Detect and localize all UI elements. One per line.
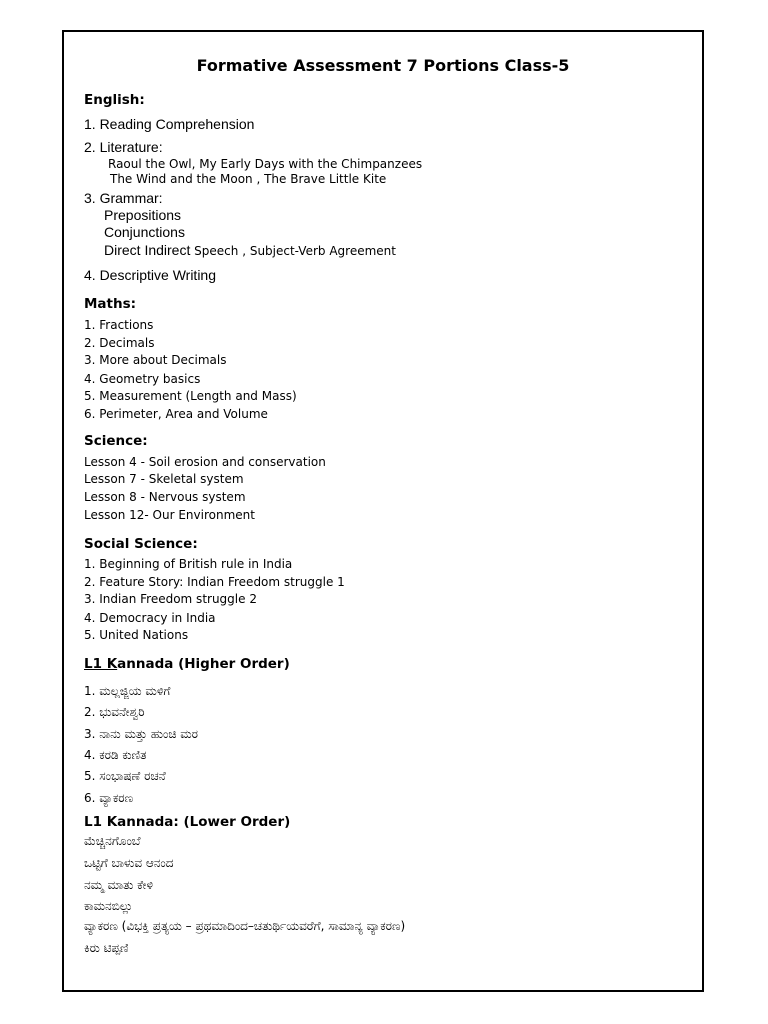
- maths-item: 2. Decimals: [84, 336, 155, 350]
- literature-line-1: Raoul the Owl, My Early Days with the Chimpanzees: [108, 157, 423, 171]
- social-science-item: 4. Democracy in India: [84, 611, 216, 625]
- document-page: [62, 30, 704, 992]
- social-science-item: 1. Beginning of British rule in India: [84, 557, 293, 571]
- kannada-higher-item: 3. ನಾನು ಮತ್ತು ಹುಂಚಿ ಮರ: [84, 727, 198, 741]
- kannada-higher-heading-rest: annada (Higher Order): [117, 656, 290, 672]
- literature-line-2: The Wind and the Moon , The Brave Little Kite: [110, 172, 387, 186]
- kannada-higher-heading-underlined: L1 K: [84, 656, 118, 672]
- science-heading: Science:: [84, 433, 148, 449]
- social-science-item: 2. Feature Story: Indian Freedom struggle 1: [84, 575, 345, 589]
- kannada-lower-item: ನಮ್ಮ ಮಾತು ಕೇಳಿ: [84, 878, 154, 892]
- page-title: Formative Assessment 7 Portions Class-5: [196, 56, 570, 75]
- grammar-direct-indirect: [104, 242, 396, 258]
- social-science-item: 5. United Nations: [84, 628, 189, 642]
- english-item-4: 4. Descriptive Writing: [84, 267, 217, 283]
- science-item: Lesson 7 - Skeletal system: [84, 472, 244, 486]
- kannada-higher-item: 2. ಭುವನೇಶ್ವರಿ: [84, 705, 145, 719]
- english-item-1: 1. Reading Comprehension: [84, 116, 255, 132]
- kannada-higher-heading: [84, 658, 290, 672]
- grammar-direct-indirect-a: Direct Indirect: [104, 242, 191, 258]
- grammar-direct-indirect-b: Speech , Subject-Verb Agreement: [190, 244, 396, 258]
- kannada-lower-heading: L1 Kannada: (Lower Order): [84, 814, 291, 830]
- kannada-higher-item: 4. ಕರಡಿ ಕುಣಿತ: [84, 748, 147, 762]
- grammar-conjunctions: Conjunctions: [104, 224, 185, 240]
- maths-item: 3. More about Decimals: [84, 353, 227, 367]
- social-science-heading: Social Science:: [84, 536, 198, 552]
- kannada-higher-item: 5. ಸಂಭಾಷಣೆ ರಚನೆ: [84, 769, 166, 783]
- kannada-lower-item: ಮೆಚ್ಚಿನಗೊಂಬೆ: [84, 834, 141, 848]
- maths-item: 4. Geometry basics: [84, 372, 201, 386]
- kannada-lower-item: ವ್ಯಾಕರಣ (ವಿಭಕ್ತಿ ಪ್ರತ್ಯಯ – ಪ್ರಥಮಾದಿಂದ–ಚತುರ್ಥಿಯವರೆಗೆ, ಸಾಮಾನ್ಯ ವ್ಯಾಕರಣ): [84, 919, 406, 933]
- science-item: Lesson 4 - Soil erosion and conservation: [84, 455, 326, 469]
- social-science-item: 3. Indian Freedom struggle 2: [84, 592, 257, 606]
- english-heading: English:: [84, 92, 145, 108]
- grammar-prepositions: Prepositions: [104, 207, 182, 223]
- science-item: Lesson 12- Our Environment: [84, 508, 255, 522]
- kannada-lower-item: ಕಿರು ಟಿಪ್ಪಣಿ: [84, 941, 129, 955]
- science-item: Lesson 8 - Nervous system: [84, 490, 246, 504]
- english-item-3: 3. Grammar:: [84, 190, 163, 206]
- maths-item: 6. Perimeter, Area and Volume: [84, 407, 268, 421]
- maths-item: 5. Measurement (Length and Mass): [84, 389, 297, 403]
- kannada-higher-item: 6. ವ್ಯಾಕರಣ: [84, 791, 134, 805]
- kannada-lower-item: ಕಾಮನಬಿಲ್ಲು: [84, 899, 133, 913]
- kannada-higher-item: 1. ಮಲ್ಲಜ್ಜಿಯ ಮಳಿಗೆ: [84, 684, 171, 698]
- maths-item: 1. Fractions: [84, 318, 154, 332]
- english-item-2: 2. Literature:: [84, 139, 163, 155]
- kannada-lower-item: ಒಟ್ಟಿಗೆ ಬಾಳುವ ಆನಂದ: [84, 856, 174, 870]
- maths-heading: Maths:: [84, 296, 137, 312]
